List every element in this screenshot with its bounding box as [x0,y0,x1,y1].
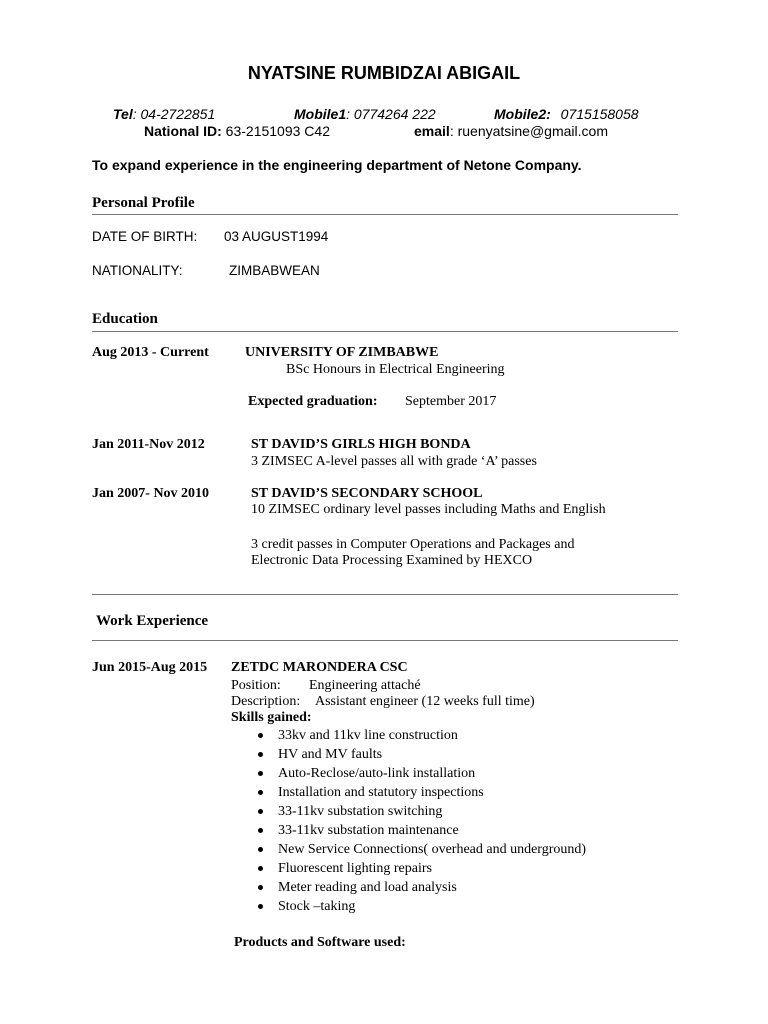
mobile1-label: Mobile1 [294,106,347,122]
bullet-icon [258,904,263,909]
section-divider [92,594,678,595]
nationality-value: ZIMBABWEAN [229,263,320,278]
skill-text: Installation and statutory inspections [278,785,484,800]
skill-text: Meter reading and load analysis [278,880,457,895]
edu-institution: UNIVERSITY OF ZIMBABWE [245,345,439,360]
mobile2-value: 0715158058 [560,106,639,122]
bullet-icon [258,847,263,852]
work-dates: Jun 2015-Aug 2015 [92,660,208,675]
skill-text: New Service Connections( overhead and underground) [278,842,587,857]
mobile2-label: Mobile2: [494,106,551,122]
objective: To expand experience in the engineering department of Netone Company. [92,157,582,173]
personal-profile-heading: Personal Profile [92,195,195,211]
dob-value: 03 AUGUST1994 [224,229,329,244]
edu-dates: Jan 2007- Nov 2010 [92,486,210,501]
tel-value: : 04-2722851 [132,106,216,122]
skill-text: Auto-Reclose/auto-link installation [278,766,476,781]
section-divider [92,214,678,215]
tel-line [113,106,215,122]
description-value: Assistant engineer (12 weeks full time) [315,694,535,709]
skill-item [258,802,586,821]
bullet-icon [258,771,263,776]
nationality-label: NATIONALITY: [92,263,183,278]
candidate-name: NYATSINE RUMBIDZAI ABIGAIL [247,63,521,83]
skill-text: Stock –taking [278,899,356,914]
edu-expected-value: September 2017 [405,394,497,409]
skill-item [258,897,586,916]
work-experience-heading: Work Experience [96,613,209,629]
mobile1-value: : 0774264 222 [346,106,436,122]
skill-item [258,783,586,802]
skills-list [258,726,586,916]
skill-item [258,764,586,783]
national-id-value: 63-2151093 C42 [225,123,330,139]
email-value: : ruenyatsine@gmail.com [449,123,608,139]
work-company: ZETDC MARONDERA CSC [231,660,408,675]
edu-institution: ST DAVID’S SECONDARY SCHOOL [251,486,483,501]
email-line [414,123,608,139]
skill-item [258,840,586,859]
skill-item [258,821,586,840]
bullet-icon [258,885,263,890]
bullet-icon [258,752,263,757]
section-divider [92,640,678,641]
bullet-icon [258,809,263,814]
edu-extra-line: Electronic Data Processing Examined by HEXCO [251,553,533,568]
bullet-icon [258,733,263,738]
skills-label: Skills gained: [231,710,312,725]
tel-label: Tel [113,106,133,122]
bullet-icon [258,866,263,871]
national-id-line [144,123,330,139]
email-label: email [414,123,450,139]
skill-text: Fluorescent lighting repairs [278,861,432,876]
national-id-label: National ID: [144,123,222,139]
position-value: Engineering attaché [309,678,421,693]
edu-dates: Jan 2011-Nov 2012 [92,437,205,452]
edu-detail: BSc Honours in Electrical Engineering [286,362,505,377]
skill-item [258,726,586,745]
skill-text: 33kv and 11kv line construction [278,728,458,743]
edu-dates: Aug 2013 - Current [92,345,209,360]
description-label: Description: [231,694,301,709]
skill-text: 33-11kv substation maintenance [278,823,459,838]
dob-label: DATE OF BIRTH: [92,229,198,244]
mobile2-line [494,106,639,122]
skill-text: 33-11kv substation switching [278,804,443,819]
edu-extra-line: 3 credit passes in Computer Operations and Packages and [251,537,575,552]
edu-expected-label: Expected graduation: [248,394,378,409]
mobile1-line [294,106,436,122]
skill-item [258,745,586,764]
edu-institution: ST DAVID’S GIRLS HIGH BONDA [251,437,471,452]
section-divider [92,331,678,332]
bullet-icon [258,790,263,795]
skill-item [258,878,586,897]
education-heading: Education [92,311,158,327]
skill-item [258,859,586,878]
bullet-icon [258,828,263,833]
skill-text: HV and MV faults [278,747,383,762]
products-label: Products and Software used: [234,935,406,950]
edu-detail: 3 ZIMSEC A-level passes all with grade ‘A’ passes [251,454,537,469]
edu-detail: 10 ZIMSEC ordinary level passes including Maths and English [251,502,606,517]
position-label: Position: [231,678,281,693]
